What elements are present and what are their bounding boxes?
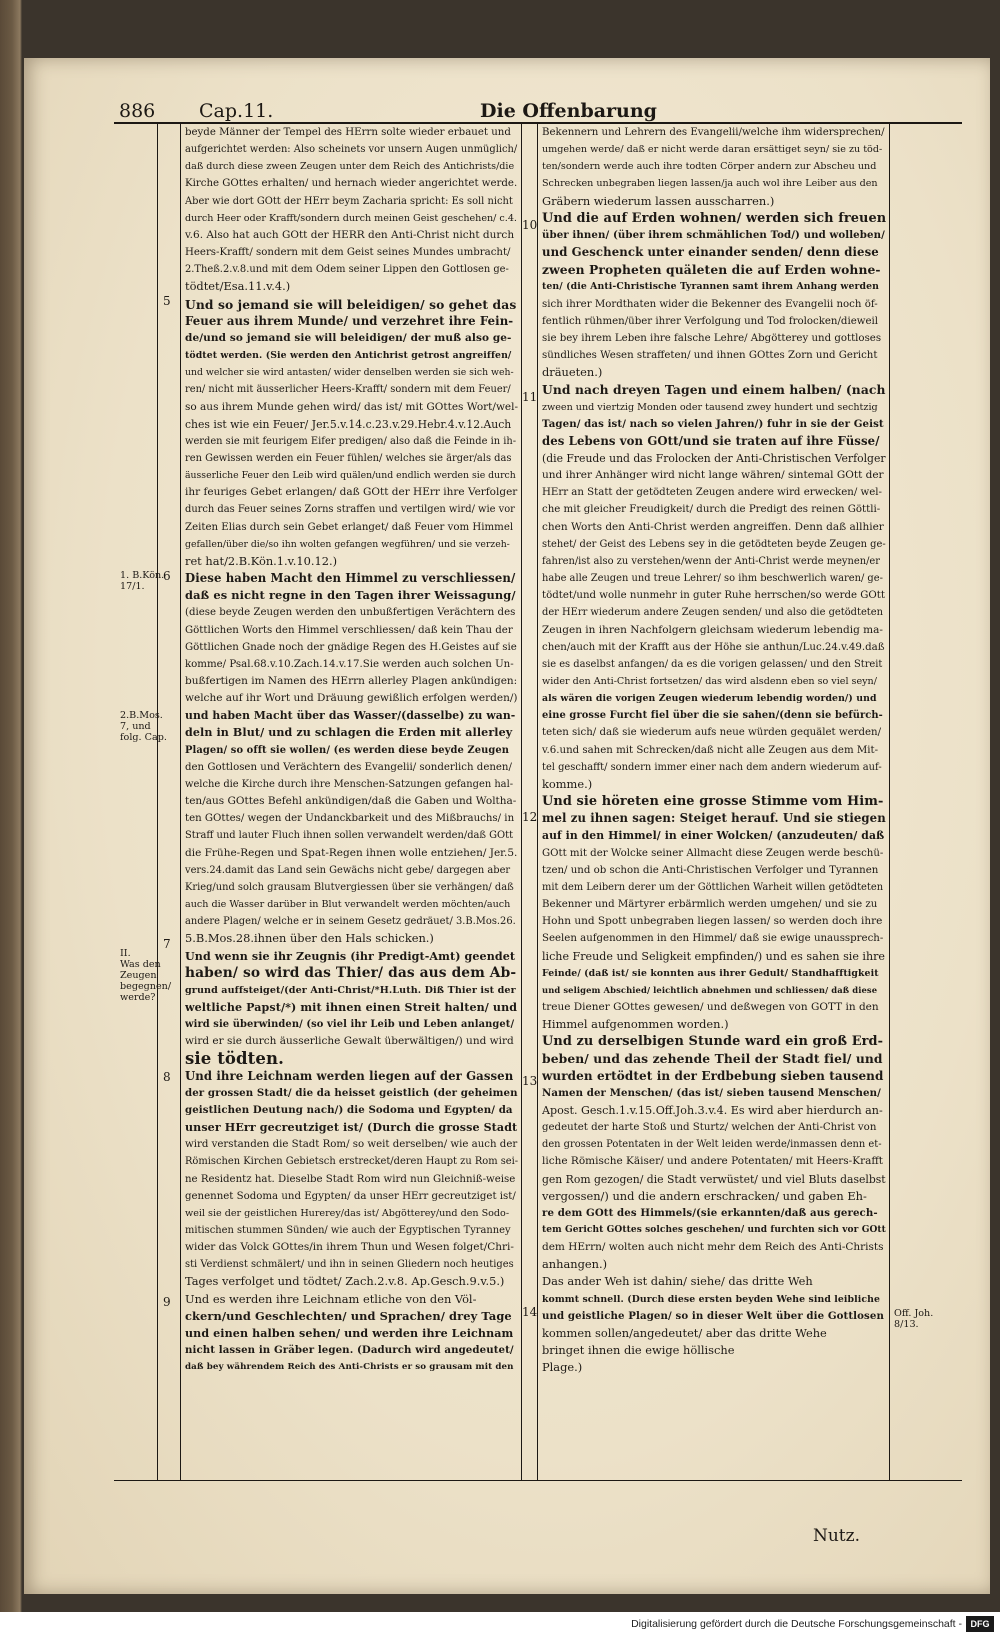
text-line: chen/auch mit der Krafft aus der Höhe sie anthun/Luc.24.v.49.daß bbox=[542, 641, 885, 653]
verse-number: 14 bbox=[522, 1305, 538, 1319]
text-line: zween und viertzig Monden oder tausend zwey hundert und sechtzig bbox=[542, 401, 878, 413]
text-line: treue Diener GOttes gewesen/ und deßwegen von GOTT in den bbox=[542, 1000, 879, 1013]
text-line: Apost. Gesch.1.v.15.Off.Joh.3.v.4. Es wird aber hierdurch an- bbox=[542, 1103, 883, 1117]
text-line: fentlich rühmen/über ihrer Verfolgung und Tod frolocken/dieweil bbox=[542, 315, 879, 327]
text-line: Plagen/ so offt sie wollen/ (es werden diese beyde Zeugen bbox=[185, 744, 510, 756]
text-line: daß bey währendem Reich des Anti-Christs er so grausam mit den bbox=[185, 1362, 514, 1373]
text-line: Diese haben Macht den Himmel zu verschliessen/ bbox=[185, 571, 516, 586]
text-line: (die Freude und das Frolocken der Anti-Christischen Verfolger bbox=[542, 451, 886, 465]
text-line: Das ander Weh ist dahin/ siehe/ das dritte Weh bbox=[542, 1274, 813, 1289]
text-line: Hohn und Spott unbegraben liegen lassen/ so werden doch ihre bbox=[542, 915, 883, 928]
text-line: tödtet werden. (Sie werden den Antichrist getrost angreiffen/ bbox=[185, 350, 512, 362]
text-line: sie es daselbst anfangen/ da es die vorigen gelassen/ und den Streit bbox=[542, 658, 883, 670]
text-line: tzen/ und ob schon die Anti-Christischen Verfolger und Tyrannen bbox=[542, 864, 879, 876]
verse-number: 12 bbox=[522, 810, 538, 824]
text-line: der HErr wiederum andere Zeugen senden/ und also die getödteten bbox=[542, 607, 883, 619]
margin-note-kings: 1. B.Kön. 17/1. bbox=[120, 570, 165, 592]
bottom-rule bbox=[114, 1480, 962, 1481]
text-line: umgehen werde/ daß er nicht werde daran ersättiget seyn/ sie zu töd- bbox=[542, 144, 883, 156]
text-line: dem HErrn/ wolten auch nicht mehr dem Reich des Anti-Christs bbox=[542, 1241, 884, 1254]
text-line: haben/ so wird das Thier/ das aus dem Ab- bbox=[185, 964, 517, 981]
text-line: ten/sondern werde auch ihre todten Cörper andern zur Abscheu und bbox=[542, 161, 877, 173]
text-line: ten GOttes/ wegen der Undanckbarkeit und des Mißbrauchs/ in bbox=[185, 813, 515, 825]
text-line: ckern/und Geschlechten/ und Sprachen/ drey Tage bbox=[185, 1308, 512, 1323]
page bbox=[24, 58, 990, 1594]
text-line: Und zu derselbigen Stunde ward ein groß Erd- bbox=[542, 1034, 884, 1050]
text-line: Und sie höreten eine grosse Stimme vom Him- bbox=[542, 794, 884, 810]
text-line: durch das Feuer seines Zorns straffen und vertilgen wird/ wie vor bbox=[185, 504, 515, 516]
text-line: mitischen stummen Sünden/ wie auch der Egyptischen Tyranney bbox=[185, 1225, 511, 1236]
verse-number: 9 bbox=[163, 1295, 171, 1309]
text-line: GOtt mit der Wolcke seiner Allmacht diese Zeugen werde beschü- bbox=[542, 847, 884, 859]
text-line: Göttlichen Worts den Himmel verschliessen/ daß kein Thau der bbox=[185, 624, 513, 636]
verse-number: 10 bbox=[522, 218, 538, 232]
text-line: tödtet/und wolle nunmehr in guter Ruhe herrschen/so werde GOtt bbox=[542, 590, 885, 602]
text-line: komme.) bbox=[542, 776, 593, 791]
text-line: Zeugen in ihren Nachfolgern gleichsam wiederum lebendig ma- bbox=[542, 623, 883, 636]
text-line: Straff und lauter Fluch ihnen sollen verwandelt werden/daß GOtt bbox=[185, 830, 514, 842]
text-line: dräueten.) bbox=[542, 365, 603, 380]
page-number: 886 bbox=[119, 100, 156, 122]
text-line: ches ist wie ein Feuer/ Jer.5.v.14.c.23.v.29.Hebr.4.v.12.Auch bbox=[185, 417, 512, 431]
text-line: 5.B.Mos.28.ihnen über den Hals schicken.) bbox=[185, 931, 434, 946]
text-line: bringet ihnen die ewige höllische bbox=[542, 1343, 735, 1358]
text-line: Und nach dreyen Tagen und einem halben/ (nach bbox=[542, 382, 886, 398]
verse-number: 13 bbox=[522, 1074, 538, 1088]
text-line: tel geschafft/ sondern immer einer nach dem andern wiederum auf- bbox=[542, 761, 882, 773]
right-text-column bbox=[542, 124, 886, 1376]
text-line: den grossen Potentaten in der Welt leiden werde/inmassen denn et- bbox=[542, 1139, 882, 1151]
text-line: Gräbern wiederum lassen ausscharren.) bbox=[542, 193, 775, 208]
text-line: geistlichen Deutung nach/) die Sodoma und Egypten/ da bbox=[185, 1103, 513, 1116]
text-line: auch die Wasser darüber in Blut verwandelt werden möchten/auch bbox=[185, 899, 511, 911]
text-line: 2.Theß.2.v.8.und mit dem Odem seiner Lippen den Gottlosen ge- bbox=[185, 264, 509, 276]
text-line: komme/ Psal.68.v.10.Zach.14.v.17.Sie werden auch solchen Un- bbox=[185, 658, 514, 670]
text-line: sie tödten. bbox=[185, 1050, 284, 1068]
text-line: Schrecken unbegraben liegen lassen/ja auch wol ihre Leiber aus den bbox=[542, 178, 878, 190]
text-line: der grossen Stadt/ die da heisset geistlich (der geheimen bbox=[185, 1086, 518, 1099]
verse-number: 5 bbox=[163, 294, 171, 308]
text-line: Göttlichen Gnade noch der gnädige Regen des H.Geistes auf sie bbox=[185, 641, 517, 653]
text-line: vergossen/) und die andern erschracken/ und gaben Eh- bbox=[542, 1188, 867, 1203]
text-line: fahren/ist also zu verstehen/wenn der Anti-Christ werde meynen/er bbox=[542, 555, 880, 567]
text-line: ten/ (die Anti-Christische Tyrannen samt ihrem Anhang werden bbox=[542, 281, 879, 293]
text-line: des Lebens von GOtt/und sie traten auf ihre Füsse/ bbox=[542, 433, 880, 448]
chapter-label: Cap.11. bbox=[199, 100, 274, 122]
text-line: teten sich/ daß sie wiederum aufs neue würden gequälet werden/ bbox=[542, 727, 882, 739]
text-line: nicht lassen in Gräber legen. (Dadurch wird angedeutet/ bbox=[185, 1344, 514, 1357]
left-text-column bbox=[185, 124, 518, 1376]
text-line: Und ihre Leichnam werden liegen auf der Gassen bbox=[185, 1068, 514, 1083]
text-line: äusserliche Feuer den Leib wird quälen/und endlich werden sie durch bbox=[185, 470, 516, 482]
text-line: HErr an Statt der getödteten Zeugen andere wird erwecken/ wel- bbox=[542, 487, 882, 499]
text-line: re dem GOtt des Himmels/(sie erkannten/daß aus gerech- bbox=[542, 1206, 878, 1219]
text-line: zween Propheten quäleten die auf Erden wohne- bbox=[542, 262, 881, 278]
text-line: bußfertigen im Namen des HErrn allerley Plagen ankündigen: bbox=[185, 675, 518, 687]
text-line: daß es nicht regne in den Tagen ihrer Weissagung/ bbox=[185, 588, 516, 603]
text-line: Und wenn sie ihr Zeugnis (ihr Predigt-Amt) geendet bbox=[185, 949, 516, 963]
text-line: gen Rom gezogen/ die Stadt verwüstet/ und viel Bluts daselbst bbox=[542, 1172, 886, 1186]
text-line: v.6. Also hat auch GOtt der HERR den Anti-Christ nicht durch bbox=[185, 228, 515, 241]
text-line: Himmel aufgenommen worden.) bbox=[542, 1017, 729, 1032]
text-line: unser HErr gecreutziget ist/ (Durch die grosse Stadt bbox=[185, 1121, 518, 1135]
text-line: deln in Blut/ und zu schlagen die Erden mit allerley bbox=[185, 726, 513, 740]
text-line: Tagen/ das ist/ nach so vielen Jahren/) fuhr in sie der Geist bbox=[542, 417, 884, 430]
text-line: ten/aus GOttes Befehl ankündigen/daß die Gaben und Woltha- bbox=[185, 795, 517, 808]
text-line: welche auf ihr Wort und Dräuung gewißlich erfolgen werden/) bbox=[185, 692, 518, 705]
text-line: aufgerichtet werden: Also scheinets vor unsern Augen unmüglich/ bbox=[185, 144, 518, 156]
text-line: Bekennern und Lehrern des Evangelii/welche ihm widersprechen/ bbox=[542, 127, 885, 138]
text-line: Seelen aufgenommen in den Himmel/ daß sie ewige unaussprech- bbox=[542, 933, 884, 945]
text-line: die Frühe-Regen und Spat-Regen ihnen wolle entziehen/ Jer.5. bbox=[185, 846, 518, 859]
margin-note-revelation: Off. Joh. 8/13. bbox=[894, 1308, 934, 1330]
digitization-footer bbox=[0, 1612, 1000, 1639]
text-line: werden sie mit feurigem Eifer predigen/ also daß die Feinde in ih- bbox=[185, 435, 517, 447]
text-line: wider das Volck GOttes/in ihrem Thun und Wesen folget/Chri- bbox=[185, 1241, 514, 1254]
text-line: sich ihrer Mordthaten wider die Bekenner des Evangelii noch öf- bbox=[542, 298, 878, 310]
text-line: ren/ nicht mit äusserlicher Heers-Krafft/ sondern mit dem Feuer/ bbox=[185, 384, 511, 396]
text-line: und Geschenck unter einander senden/ denn diese bbox=[542, 245, 879, 260]
text-line: daß durch diese zween Zeugen unter dem Reich des Antichrists/die bbox=[185, 161, 515, 173]
text-line: liche Römische Käiser/ und andere Potentaten/ mit Heers-Krafft bbox=[542, 1155, 884, 1168]
catchword: Nutz. bbox=[812, 1526, 860, 1546]
text-line: mit dem Leibern derer um der Göttlichen Warheit willen getödteten bbox=[542, 881, 884, 893]
margin-note-question: II. Was den Zeugen begegnen/ werde? bbox=[120, 948, 172, 1003]
page-title: Die Offenbarung bbox=[480, 100, 657, 122]
text-line: chen Worts den Anti-Christ werden angreiffen. Denn daß allhier bbox=[542, 520, 884, 533]
text-line: che mit gleicher Freudigkeit/ durch die Predigt des reinen Göttli- bbox=[542, 504, 881, 516]
text-line: wird verstanden die Stadt Rom/ so weit derselben/ wie auch der bbox=[185, 1139, 518, 1151]
verse-number: 11 bbox=[522, 390, 538, 404]
text-line: kommt schnell. (Durch diese ersten beyden Wehe sind leibliche bbox=[542, 1293, 881, 1305]
text-line: Zeiten Elias durch sein Gebet erlanget/ daß Feuer vom Himmel bbox=[185, 521, 514, 533]
text-line: Krieg/und solch grausam Blutvergiessen über sie verhängen/ daß bbox=[185, 881, 514, 893]
text-line: Plage.) bbox=[542, 1360, 583, 1375]
text-line: Und die auf Erden wohnen/ werden sich freuen bbox=[542, 210, 886, 226]
text-line: ihr feuriges Gebet erlangen/ daß GOtt der HErr ihre Verfolger bbox=[185, 486, 518, 499]
text-line: andere Plagen/ welche er in seinem Gesetz gedräuet/ 3.B.Mos.26. bbox=[185, 916, 516, 928]
text-line: ret hat/2.B.Kön.1.v.10.12.) bbox=[185, 553, 338, 568]
text-line: sie bey ihrem Leben ihre falsche Lehre/ Abgötterey und gottloses bbox=[542, 332, 882, 344]
text-line: gedeutet der harte Stoß und Sturtz/ welchen der Anti-Christ von bbox=[542, 1122, 877, 1134]
verse-number: 6 bbox=[163, 569, 171, 583]
center-rule-left bbox=[521, 124, 522, 1480]
text-line: Römischen Kirchen Gebietsch erstrecket/deren Haupt zu Rom sei- bbox=[185, 1156, 518, 1168]
text-line: und seligem Abschied/ leichtlich abnehmen und schliessen/ daß diese bbox=[542, 984, 878, 995]
text-line: anhangen.) bbox=[542, 1257, 608, 1272]
text-line: kommen sollen/angedeutet/ aber das dritte Wehe bbox=[542, 1325, 827, 1340]
verse-number: 7 bbox=[163, 937, 171, 951]
text-line: Und so jemand sie will beleidigen/ so gehet das bbox=[185, 296, 517, 312]
right-margin-rule bbox=[889, 124, 890, 1480]
text-line: ne Residentz hat. Dieselbe Stadt Rom wird nun Gleichniß-weise bbox=[185, 1173, 516, 1185]
text-line: als wären die vorigen Zeugen wiederum lebendig worden/) und bbox=[542, 693, 877, 705]
text-line: wird sie überwinden/ (so viel ihr Leib und Leben anlanget/ bbox=[185, 1019, 515, 1031]
text-line: eine grosse Furcht fiel über die sie sahen/(denn sie befürch- bbox=[542, 710, 883, 722]
text-line: mel zu ihnen sagen: Steiget herauf. Und sie stiegen bbox=[542, 811, 886, 826]
text-line: Aber wie dort GOtt der HErr beym Zacharia spricht: Es soll nicht bbox=[185, 195, 513, 207]
text-line: so aus ihrem Munde gehen wird/ das ist/ mit GOttes Wort/wel- bbox=[185, 400, 518, 413]
left-margin-rule bbox=[157, 124, 158, 1480]
text-line: und welcher sie wird antasten/ wider denselben werden sie sich weh- bbox=[185, 367, 514, 379]
text-line: und haben Macht über das Wasser/(dasselbe) zu wan- bbox=[185, 709, 516, 723]
text-line: weltliche Papst/*) mit ihnen einen Streit halten/ und bbox=[185, 1000, 518, 1014]
text-line: den Gottlosen und Verächtern des Evangelii/ sonderlich denen/ bbox=[185, 761, 512, 773]
text-line: wird er sie durch äusserliche Gewalt überwältigen/) und wird bbox=[185, 1035, 514, 1048]
text-line: beyde Männer der Tempel des HErrn solte wieder erbauet und bbox=[185, 127, 511, 138]
center-rule-right bbox=[537, 124, 538, 1480]
text-line: liche Freude und Seligkeit empfinden/) und es sahen sie ihre bbox=[542, 949, 885, 963]
text-line: und ihrer Anhänger wird nicht lange währen/ sintemal GOtt der bbox=[542, 469, 884, 482]
footer-credit: Digitalisierung gefördert durch die Deutsche Forschungsgemeinschaft - bbox=[631, 1618, 962, 1630]
text-line: de/und so jemand sie will beleidigen/ der muß also ge- bbox=[185, 331, 512, 344]
dfg-logo: DFG bbox=[966, 1616, 994, 1632]
text-line: über ihnen/ (über ihrem schmählichen Tod/) und wolleben/ bbox=[542, 228, 885, 241]
text-line: und geistliche Plagen/ so in dieser Welt über die Gottlosen bbox=[542, 1309, 884, 1322]
text-line: weil sie der geistlichen Hurerey/das ist/ Abgötterey/und den Sodo- bbox=[185, 1207, 510, 1219]
text-line: wider den Anti-Christ fortsetzen/ das wird alsdenn eben so viel seyn/ bbox=[542, 676, 877, 687]
text-line: Tages verfolget und tödtet/ Zach.2.v.8. Ap.Gesch.9.v.5.) bbox=[185, 1274, 505, 1289]
text-line: tödtet/Esa.11.v.4.) bbox=[185, 279, 291, 294]
text-line: (diese beyde Zeugen werden den unbußfertigen Verächtern des bbox=[185, 607, 516, 619]
text-line: Kirche GOttes erhalten/ und hernach wieder angerichtet werde. bbox=[185, 178, 518, 190]
text-line: tem Gericht GOttes solches geschehen/ und furchten sich vor GOtt bbox=[542, 1225, 886, 1235]
text-line: sti Verdienst schmälert/ und ihn in seinen Gliedern noch heutiges bbox=[185, 1259, 514, 1271]
text-line: Und es werden ihre Leichnam etliche von den Völ- bbox=[185, 1291, 477, 1306]
left-verse-rule bbox=[180, 124, 181, 1480]
text-line: wurden ertödtet in der Erdbebung sieben tausend bbox=[542, 1068, 884, 1083]
text-line: genennet Sodoma und Egypten/ da unser HErr gecreutziget ist/ bbox=[185, 1190, 516, 1202]
text-line: ren Gewissen werden ein Feuer fühlen/ welches sie ärger/als das bbox=[185, 452, 512, 464]
text-line: vers.24.damit das Land sein Gewächs nicht gebe/ dargegen aber bbox=[185, 864, 511, 876]
text-line: v.6.und sahen mit Schrecken/daß nicht alle Zeugen aus dem Mit- bbox=[542, 744, 879, 756]
text-line: Feinde/ (daß ist/ sie konnten aus ihrer Gedult/ Standhafftigkeit bbox=[542, 967, 879, 979]
text-line: stehet/ der Geist des Lebens sey in die getödteten beyde Zeugen ge- bbox=[542, 538, 886, 550]
text-line: beben/ und das zehende Theil der Stadt fiel/ und bbox=[542, 1051, 883, 1067]
text-line: Bekenner und Märtyrer erbärmlich werden umgehen/ und sie zu bbox=[542, 899, 878, 911]
text-line: Heers-Krafft/ sondern mit dem Geist seines Mundes umbracht/ bbox=[185, 247, 511, 259]
text-line: Feuer aus ihrem Munde/ und verzehret ihre Fein- bbox=[185, 313, 514, 328]
text-line: auf in den Himmel/ in einer Wolcken/ (anzudeuten/ daß bbox=[542, 829, 885, 843]
text-line: grund auffsteiget/(der Anti-Christ/*H.Luth. Diß Thier ist der bbox=[185, 984, 516, 996]
text-line: gefallen/über die/so ihn wolten gefangen wegführen/ und sie verzeh- bbox=[185, 538, 510, 550]
text-line: durch Heer oder Krafft/sondern durch meinen Geist geschehen/ c.4. bbox=[185, 212, 517, 224]
text-line: sündliches Wesen straffeten/ und ihnen GOttes Zorn und Gericht bbox=[542, 350, 878, 362]
text-line: Namen der Menschen/ (das ist/ sieben tausend Menschen/ bbox=[542, 1086, 881, 1099]
text-line: und einen halben sehen/ und werden ihre Leichnam bbox=[185, 1326, 514, 1340]
verse-number: 8 bbox=[163, 1070, 171, 1084]
margin-note-moses: 2.B.Mos. 7, und folg. Cap. bbox=[120, 710, 167, 743]
text-line: welche die Kirche durch ihre Menschen-Satzungen gefangen hal- bbox=[185, 778, 514, 790]
text-line: habe alle Zeugen und treue Lehrer/ so ihm beschwerlich waren/ ge- bbox=[542, 573, 883, 585]
